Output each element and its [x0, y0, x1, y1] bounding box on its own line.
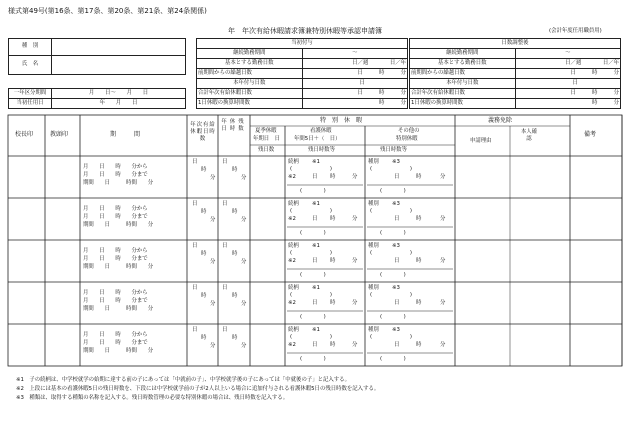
other-day-unit: 日 — [394, 300, 400, 306]
remaining-minute-unit: 分 — [241, 301, 247, 307]
remaining-days-hours-header: 残日時数等 — [380, 147, 407, 153]
care-mark-1: ※1 — [312, 285, 320, 291]
care-mark-2: ※2 — [288, 216, 296, 222]
other-paren[interactable]: ( ) — [370, 166, 412, 172]
other-hour-unit: 時 — [416, 216, 422, 222]
care-paren-2[interactable]: ( ) — [300, 356, 326, 362]
summer-period: 年期日 日 — [253, 136, 280, 142]
care-paren-1[interactable]: ( ) — [290, 334, 332, 340]
care-paren-1[interactable]: ( ) — [290, 166, 332, 172]
remaining-day-unit: 日 — [222, 285, 228, 291]
other-minute-unit: 分 — [440, 300, 446, 306]
other-paren[interactable]: ( ) — [370, 292, 412, 298]
remaining-hour-unit: 時 — [232, 335, 238, 341]
adjust-label: 合計年次有給休暇日数 — [410, 89, 516, 99]
adjust-title: 日数調整後 — [410, 39, 621, 49]
principal-seal-header: 校長印 — [15, 131, 34, 138]
other-paren-2[interactable]: ( ) — [380, 356, 406, 362]
adjust-label: 基本とする勤務日数 — [410, 59, 516, 69]
remaining-day-unit: 日 — [222, 159, 228, 165]
annual-leave-header: 年次有給休暇日時数 — [190, 122, 216, 143]
care-mark-2: ※2 — [288, 300, 296, 306]
remaining-days-hours-header: 残日時数等 — [308, 147, 335, 153]
from-datetime[interactable]: 月 日 時 分から — [83, 248, 148, 254]
grant-label: 基本とする勤務日数 — [197, 59, 303, 69]
other-day-unit: 日 — [394, 216, 400, 222]
grant-value[interactable]: 日 時 分 — [302, 89, 408, 99]
duration[interactable]: 期間 日 時間 分 — [83, 306, 154, 312]
other-paren[interactable]: ( ) — [370, 250, 412, 256]
care-paren-2[interactable]: ( ) — [300, 272, 326, 278]
annual-day-unit: 日 — [192, 285, 198, 291]
self-confirm-header: 本人確認 — [520, 129, 538, 143]
duration[interactable]: 期間 日 時間 分 — [83, 264, 154, 270]
adjust-label: 本年付与日数 — [410, 79, 516, 89]
duty-exempt-header: 義務免除 — [488, 117, 513, 124]
category-label: 種 別 — [9, 39, 52, 56]
care-continuation: 続柄 — [288, 201, 299, 207]
adjust-value[interactable]: 日 時 分 — [515, 89, 621, 99]
other-leave-header-2: 特別休暇 — [396, 136, 418, 142]
other-paren-2[interactable]: ( ) — [380, 314, 406, 320]
adjust-value[interactable]: 日 — [515, 79, 621, 89]
grant-value[interactable]: 時 分 — [302, 99, 408, 109]
other-paren[interactable]: ( ) — [370, 208, 412, 214]
other-leave-header-1: その他の — [398, 128, 420, 134]
reason-header: 申請理由 — [470, 138, 492, 144]
grant-label: 本年付与日数 — [197, 79, 303, 89]
appointment-label: 当初任用日 — [9, 99, 52, 109]
care-mark-2: ※2 — [288, 174, 296, 180]
care-minute-unit: 分 — [352, 300, 358, 306]
to-datetime[interactable]: 月 日 時 分まで — [83, 172, 148, 178]
annual-hour-unit: 時 — [201, 167, 207, 173]
care-mark-1: ※1 — [312, 243, 320, 249]
annual-day-unit: 日 — [192, 243, 198, 249]
remaining-minute-unit: 分 — [241, 343, 247, 349]
grant-label: 合計年次有給休暇日数 — [197, 89, 303, 99]
period-header: 期 間 — [110, 131, 141, 138]
duration[interactable]: 期間 日 時間 分 — [83, 180, 154, 186]
other-type-mark: ※3 — [392, 285, 400, 291]
annual-minute-unit: 分 — [210, 343, 216, 349]
remaining-day-unit: 日 — [222, 243, 228, 249]
annual-minute-unit: 分 — [210, 301, 216, 307]
remaining-hour-unit: 時 — [232, 209, 238, 215]
duration[interactable]: 期間 日 時間 分 — [83, 222, 154, 228]
special-leave-header: 特 別 休 暇 — [320, 117, 363, 124]
appointment-value[interactable]: 年 月 日 — [52, 99, 186, 109]
other-type-mark: ※3 — [392, 243, 400, 249]
to-datetime[interactable]: 月 日 時 分まで — [83, 214, 148, 220]
other-hour-unit: 時 — [416, 342, 422, 348]
annual-day-unit: 日 — [192, 159, 198, 165]
remaining-days-header: 残日数 — [258, 147, 275, 153]
other-type: 種別 — [368, 243, 379, 249]
care-continuation: 続柄 — [288, 285, 299, 291]
care-period: 年間5日＋（ 日） — [294, 136, 341, 142]
other-paren[interactable]: ( ) — [370, 334, 412, 340]
other-type: 種別 — [368, 159, 379, 165]
grant-value[interactable]: 日／週 日／年 — [302, 59, 408, 69]
adjust-value[interactable]: ～ — [515, 49, 621, 59]
other-paren-2[interactable]: ( ) — [380, 188, 406, 194]
other-hour-unit: 時 — [416, 300, 422, 306]
grant-value[interactable]: ～ — [302, 49, 408, 59]
annual-day-unit: 日 — [192, 327, 198, 333]
care-paren-2[interactable]: ( ) — [300, 188, 326, 194]
other-paren-2[interactable]: ( ) — [380, 230, 406, 236]
to-datetime[interactable]: 月 日 時 分まで — [83, 340, 148, 346]
adjust-value[interactable]: 日 時 分 — [515, 69, 621, 79]
other-type-mark: ※3 — [392, 327, 400, 333]
care-hour-unit: 時 — [330, 216, 336, 222]
care-hour-unit: 時 — [330, 258, 336, 264]
other-type: 種別 — [368, 285, 379, 291]
from-datetime[interactable]: 月 日 時 分から — [83, 332, 148, 338]
remaining-hour-unit: 時 — [232, 293, 238, 299]
grant-label: 前期間からの繰越日数 — [197, 69, 303, 79]
care-day-unit: 日 — [312, 342, 318, 348]
annual-hour-unit: 時 — [201, 209, 207, 215]
care-paren-2[interactable]: ( ) — [300, 230, 326, 236]
care-minute-unit: 分 — [352, 342, 358, 348]
care-minute-unit: 分 — [352, 258, 358, 264]
other-minute-unit: 分 — [440, 258, 446, 264]
care-day-unit: 日 — [312, 300, 318, 306]
care-paren-1[interactable]: ( ) — [290, 250, 332, 256]
grant-label: 1日休暇の換算時間数 — [197, 99, 303, 109]
duration[interactable]: 期間 日 時間 分 — [83, 348, 154, 354]
note-1: ※1 子の続柄は、中学校就学の始期に達する前の子にあっては「中就前の子」、中学校就学後の子にあっては「中就後の子」と記入する。 — [16, 377, 350, 383]
care-hour-unit: 時 — [330, 300, 336, 306]
other-minute-unit: 分 — [440, 342, 446, 348]
note-3: ※3 種類は、取得する種類の名称を記入する。残日時数管理の必要な特別休暇の場合は、残日時数を記入する。 — [16, 395, 289, 401]
annual-hour-unit: 時 — [201, 293, 207, 299]
other-minute-unit: 分 — [440, 174, 446, 180]
care-mark-2: ※2 — [288, 258, 296, 264]
remaining-hour-unit: 時 — [232, 167, 238, 173]
from-datetime[interactable]: 月 日 時 分から — [83, 290, 148, 296]
other-type: 種別 — [368, 327, 379, 333]
care-minute-unit: 分 — [352, 216, 358, 222]
other-type-mark: ※3 — [392, 159, 400, 165]
care-continuation: 続柄 — [288, 243, 299, 249]
grant-value[interactable]: 日 時 分 — [302, 69, 408, 79]
adjust-label: 前期間からの繰越日数 — [410, 69, 516, 79]
care-paren-2[interactable]: ( ) — [300, 314, 326, 320]
annual-minute-unit: 分 — [210, 175, 216, 181]
annual-remaining-header: 年休残日時数 — [221, 119, 247, 132]
adjust-label: 1日休暇の換算時間数 — [410, 99, 516, 109]
remaining-minute-unit: 分 — [241, 175, 247, 181]
name-label: 氏 名 — [9, 56, 52, 75]
other-minute-unit: 分 — [440, 216, 446, 222]
care-day-unit: 日 — [312, 216, 318, 222]
other-paren-2[interactable]: ( ) — [380, 272, 406, 278]
remaining-day-unit: 日 — [222, 327, 228, 333]
form-number: 様式第49号(第16条、第17条、第20条、第21条、第24条関係) — [8, 7, 207, 15]
care-continuation: 続柄 — [288, 159, 299, 165]
care-day-unit: 日 — [312, 174, 318, 180]
adjust-value[interactable]: 日／週 日／年 — [515, 59, 621, 69]
care-minute-unit: 分 — [352, 174, 358, 180]
summer-leave-header: 夏季休暇 — [255, 128, 277, 134]
care-paren-1[interactable]: ( ) — [290, 292, 332, 298]
to-datetime[interactable]: 月 日 時 分まで — [83, 256, 148, 262]
care-mark-1: ※1 — [312, 201, 320, 207]
remaining-day-unit: 日 — [222, 201, 228, 207]
care-paren-1[interactable]: ( ) — [290, 208, 332, 214]
other-hour-unit: 時 — [416, 174, 422, 180]
care-mark-1: ※1 — [312, 327, 320, 333]
annual-minute-unit: 分 — [210, 259, 216, 265]
other-type: 種別 — [368, 201, 379, 207]
document-title: 年 年次有給休暇請求簿兼特別休暇等承認申請簿 — [228, 27, 382, 35]
adjust-label: 継続勤務期間 — [410, 49, 516, 59]
grant-label: 継続勤務期間 — [197, 49, 303, 59]
head-seal-header: 教頭印 — [50, 131, 69, 138]
note-2: ※2 上段には基本の看護休暇5日の残日時数を、下段には中学校就学前の子が2人以上いる場合に追加付与される看護休暇5日の残日時数を記入する。 — [16, 386, 380, 392]
from-datetime[interactable]: 月 日 時 分から — [83, 206, 148, 212]
other-type-mark: ※3 — [392, 201, 400, 207]
care-mark-1: ※1 — [312, 159, 320, 165]
other-day-unit: 日 — [394, 258, 400, 264]
annual-minute-unit: 分 — [210, 217, 216, 223]
other-hour-unit: 時 — [416, 258, 422, 264]
remaining-minute-unit: 分 — [241, 217, 247, 223]
care-day-unit: 日 — [312, 258, 318, 264]
other-day-unit: 日 — [394, 174, 400, 180]
annual-hour-unit: 時 — [201, 251, 207, 257]
accounting-note: (会計年度任用職員用) — [549, 28, 602, 34]
annual-hour-unit: 時 — [201, 335, 207, 341]
care-hour-unit: 時 — [330, 342, 336, 348]
care-mark-2: ※2 — [288, 342, 296, 348]
annual-day-unit: 日 — [192, 201, 198, 207]
period-label: 一年区分期間 — [9, 89, 52, 99]
adjust-value[interactable]: 時 分 — [515, 99, 621, 109]
remarks-header: 備考 — [584, 131, 597, 138]
care-continuation: 続柄 — [288, 327, 299, 333]
care-leave-header: 看護休暇 — [310, 128, 332, 134]
care-hour-unit: 時 — [330, 174, 336, 180]
to-datetime[interactable]: 月 日 時 分まで — [83, 298, 148, 304]
remaining-hour-unit: 時 — [232, 251, 238, 257]
from-datetime[interactable]: 月 日 時 分から — [83, 164, 148, 170]
grant-value[interactable]: 日 — [302, 79, 408, 89]
other-day-unit: 日 — [394, 342, 400, 348]
grant-title: 当初付与 — [197, 39, 408, 49]
remaining-minute-unit: 分 — [241, 259, 247, 265]
period-value[interactable]: 月 日～ 月 日 — [52, 89, 186, 99]
